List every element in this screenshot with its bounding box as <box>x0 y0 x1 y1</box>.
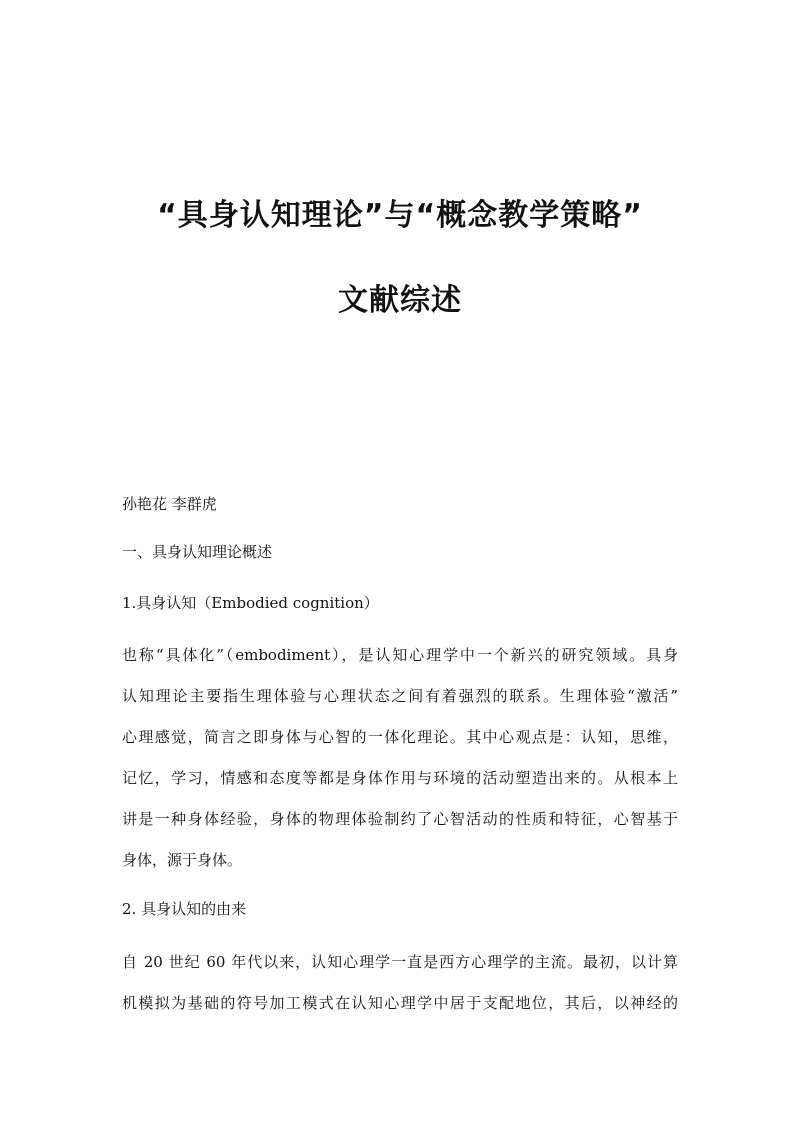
section-heading: 一、具身认知理论概述 <box>122 543 273 561</box>
paragraph-line: 自 20 世纪 60 年代以来，认知心理学一直是西方心理学的主流。最初，以计算 <box>122 953 678 971</box>
paragraph-line: 身体，源于身体。 <box>122 851 243 869</box>
paragraph-line: 认知理论主要指生理体验与心理状态之间有着强烈的联系。生理体验“激活” <box>122 687 678 705</box>
paragraph <box>122 635 678 881</box>
paragraph-line: 讲是一种身体经验，身体的物理体验制约了心智活动的性质和特征，心智基于 <box>122 810 678 828</box>
document-title-line-1: “具身认知理论”与“概念教学策略” <box>157 198 643 233</box>
paragraph-line: 记忆，学习，情感和态度等都是身体作用与环境的活动塑造出来的。从根本上 <box>122 769 678 787</box>
subsection-heading: 2. 具身认知的由来 <box>122 900 247 918</box>
subsection-heading: 1.具身认知（Embodied cognition） <box>122 594 379 612</box>
paragraph-line: 也称“具体化”（embodiment），是认知心理学中一个新兴的研究领域。具身 <box>122 646 678 664</box>
paragraph-line: 机模拟为基础的符号加工模式在认知心理学中居于支配地位，其后，以神经的 <box>122 994 678 1012</box>
document-title-line-2: 文献综述 <box>338 283 462 318</box>
paragraph-line: 心理感觉，简言之即身体与心智的一体化理论。其中心观点是：认知，思维， <box>122 728 678 746</box>
author-names: 孙艳花 李群虎 <box>122 495 217 513</box>
paragraph <box>122 942 678 1024</box>
